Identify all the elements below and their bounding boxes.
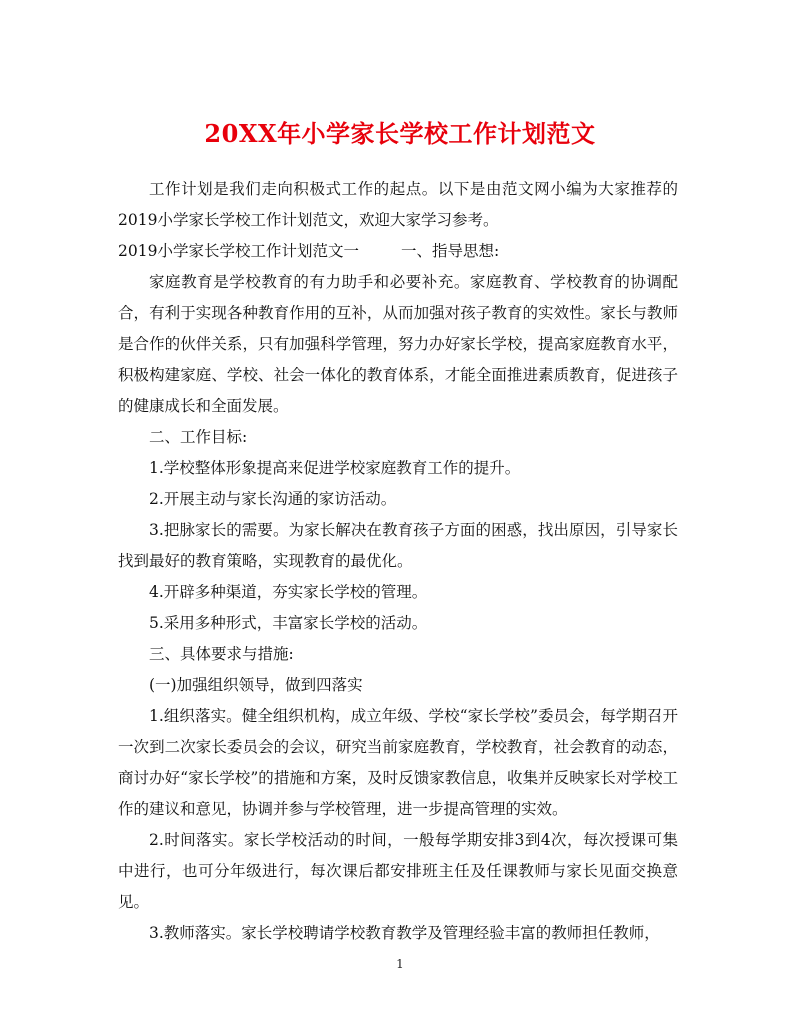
document-title: 20XX年小学家长学校工作计划范文 [204, 119, 596, 149]
guiding-paragraph: 家庭教育是学校教育的有力助手和必要补充。家庭教育、学校教育的协调配合，有利于实现各种教育作用的互补，从而加强对孩子教育的实效性。家长与教师是合作的伙伴关系，只有加强科学管理，努力办好家长学校，提高家庭教育水平，积极构建家庭、学校、社会一体化的教育体系，才能全面推进素质教育，促进孩子的健康成长和全面发展。 [118, 273, 678, 415]
measure-item-1: 1.组织落实。健全组织机构，成立年级、学校“家长学校”委员会，每学期召开一次到二次家长委员会的会议，研究当前家庭教育，学校教育，社会教育的动态，商讨办好“家长学校”的措施和方案，及时反馈家教信息，收集并反映家长对学校工作的建议和意见，协调并参与学校管理，进一步提高管理的实效。 [118, 707, 678, 818]
goal-item-1: 1.学校整体形象提高来促进学校家庭教育工作的提升。 [149, 459, 521, 477]
subheading-title: 2019小学家长学校工作计划范文一 [118, 242, 359, 260]
goals-heading: 二、工作目标: [149, 428, 248, 446]
measures-heading: 三、具体要求与措施: [149, 645, 294, 663]
goal-item-5: 5.采用多种形式，丰富家长学校的活动。 [149, 614, 428, 632]
document-body [118, 174, 678, 949]
organization-subheading: (一)加强组织领导，做到四落实 [149, 676, 363, 694]
subheading-guiding-heading: 一、指导思想: [400, 242, 500, 260]
measure-item-3: 3.教师落实。家长学校聘请学校教育教学及管理经验丰富的教师担任教师， [149, 924, 660, 942]
goal-item-2: 2.开展主动与家长沟通的家访活动。 [149, 490, 397, 508]
page-number: 1 [396, 957, 404, 971]
section-subheading-line [118, 236, 678, 267]
measure-item-2: 2.时间落实。家长学校活动的时间，一般每学期安排3到4次，每次授课可集中进行，也可分年级进行，每次课后都安排班主任及任课教师与家长见面交换意见。 [118, 831, 678, 911]
goal-item-4: 4.开辟多种渠道，夯实家长学校的管理。 [149, 583, 428, 601]
goal-item-3: 3.把脉家长的需要。为家长解决在教育孩子方面的困惑，找出原因，引导家长找到最好的教育策略，实现教育的最优化。 [118, 521, 678, 570]
intro-paragraph: 工作计划是我们走向积极式工作的起点。以下是由范文网小编为大家推荐的2019小学家长学校工作计划范文，欢迎大家学习参考。 [118, 180, 678, 229]
